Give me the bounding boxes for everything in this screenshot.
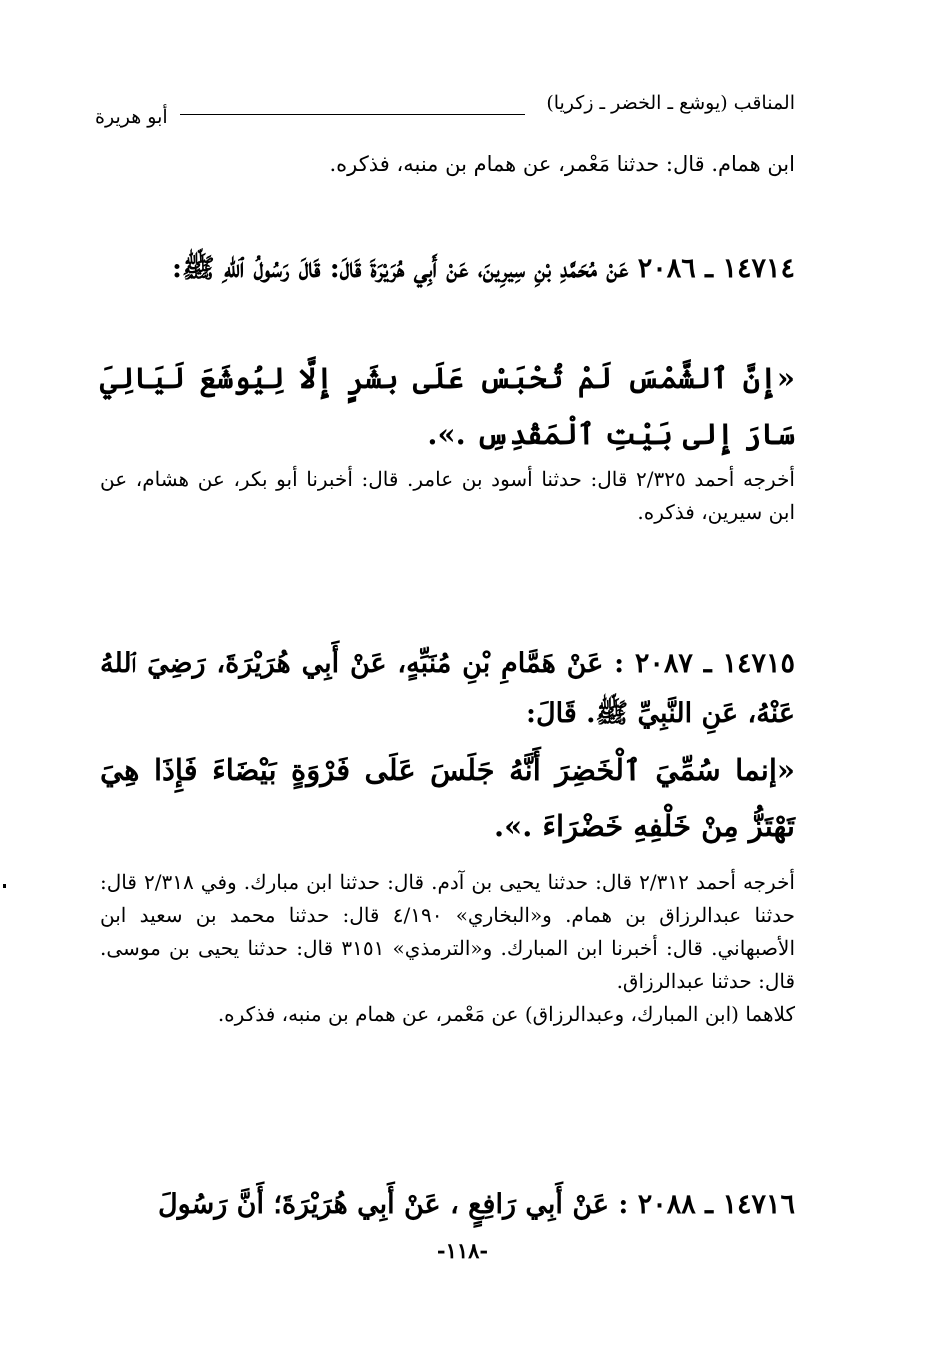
hadith-heading-14716: ١٤٧١٦ ـ ٢٠٨٨ : عَنْ أَبِي رَافِعٍ ، عَنْ أَبِي هُرَيْرَةَ؛ أَنَّ رَسُولَ — [158, 1189, 795, 1220]
continuation-text: ابن همام. قال: حدثنا مَعْمر، عن همام بن منبه، فذكره. — [329, 152, 795, 176]
running-header — [95, 92, 795, 132]
header-rule — [180, 114, 525, 115]
takhrij-14714 — [100, 463, 795, 529]
takhrij-paragraph: كلاهما (ابن المبارك، وعبدالرزاق) عن مَعْمر، عن همام بن منبه، فذكره. — [217, 1002, 795, 1026]
chapter-title: المناقب (يوشع ـ الخضر ـ زكريا) — [546, 92, 795, 114]
narrator-name: أبو هريرة — [95, 106, 168, 128]
page-number: -١١٨- — [436, 1238, 489, 1263]
hadith-text-14714: «إِنَّ ٱلشَّمْسَ لَمْ تُحْبَسْ عَلَى بشَرٍ إِلَّا لِيُوشَعَ لَيَالِيَ سَارَ إِلى بَيْتِ ٱلْمَقْدِسِ .». — [100, 361, 795, 451]
takhrij-14715 — [100, 866, 795, 1031]
hadith-heading-14714: ١٤٧١٤ ـ ٢٠٨٦ عَنْ مُحَمَّدِ بْنِ سِيرِينَ، عَنْ أَبِي هُرَيْرَةَ قَالَ: قَالَ رَسُولُ ٱللهِ ﷺ: — [172, 253, 795, 284]
margin-mark — [3, 884, 6, 888]
takhrij-paragraph: أخرجه أحمد ٢/٣١٢ قال: حدثنا يحيى بن آدم. قال: حدثنا ابن مبارك. وفي ٢/٣١٨ قال: حدثنا عبدالرزاق بن همام. و«البخاري» ٤/١٩٠ قال: حدثنا محمد بن سعيد ابن الأصبهاني. قال: أخبرنا ابن المبارك. و«الترمذي» ٣١٥١ قال: حدثنا يحيى بن موسى. قال: حدثنا عبدالرزاق. — [100, 870, 796, 993]
hadith-text-14715: «إنما سُمِّيَ ٱلْخَضِرَ أَنَّهُ جَلَسَ عَلَى فَرْوَةٍ بَيْضَاءَ فَإِذَا هِيَ تَهْتَزُّ مِنْ خَلْفِهِ خَضْرَاءَ .». — [100, 753, 795, 843]
takhrij-paragraph: أخرجه أحمد ٢/٣٢٥ قال: حدثنا أسود بن عامر. قال: أخبرنا أبو بكر، عن هشام، عن ابن سيرين، فذكره. — [100, 467, 795, 524]
hadith-heading-14715: ١٤٧١٥ ـ ٢٠٨٧ : عَنْ هَمَّامِ بْنِ مُنَبِّهٍ، عَنْ أَبِي هُرَيْرَةَ، رَضِيَ ٱللهُ عَنْهُ، عَنِ النَّبِيِّ ﷺ. قَالَ: — [100, 648, 795, 729]
